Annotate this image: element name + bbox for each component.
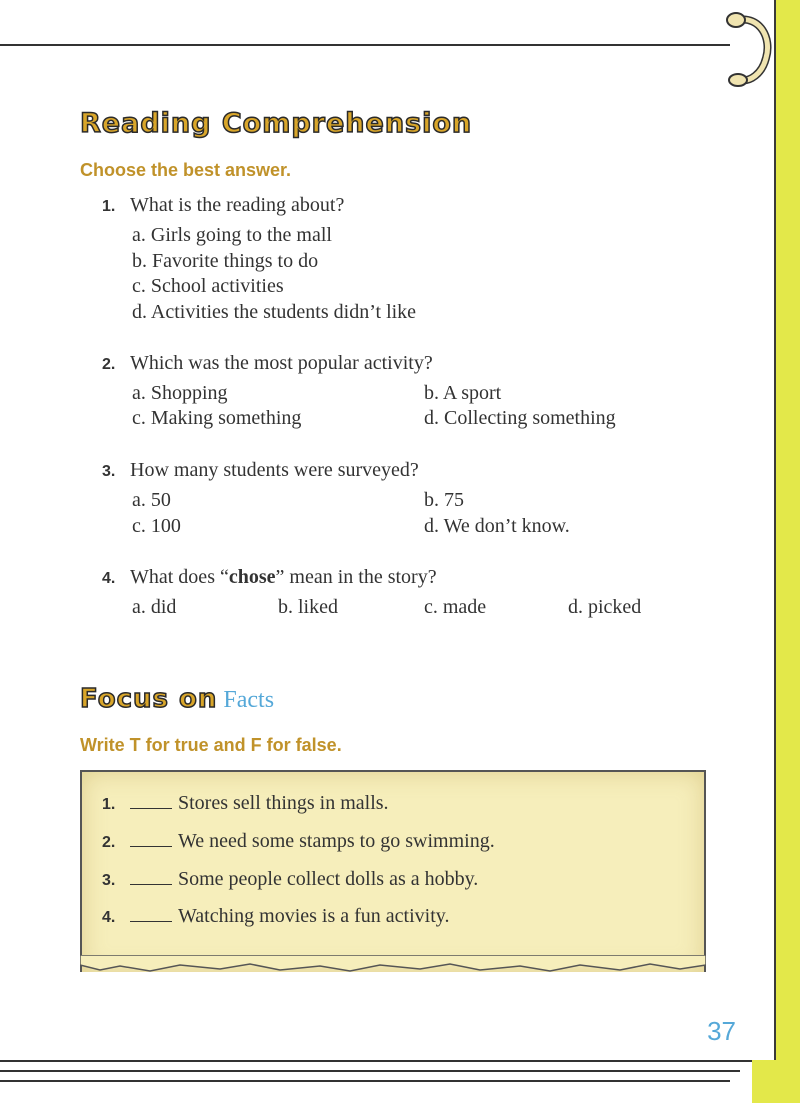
torn-edge <box>80 955 706 979</box>
statement-number: 2. <box>102 834 116 851</box>
statement-number: 1. <box>102 796 116 813</box>
binder-ring-icon <box>720 8 780 98</box>
question-text-after: ” mean in the story? <box>275 566 437 588</box>
q3-option-d: d. We don’t know. <box>424 515 570 537</box>
q1-option-d: d. Activities the students didn’t like <box>132 301 417 323</box>
answer-blank[interactable] <box>130 832 172 847</box>
answer-blank[interactable] <box>130 870 172 885</box>
question-text: How many students were surveyed? <box>130 459 419 481</box>
statement-number: 4. <box>102 909 116 926</box>
page-number: 37 <box>707 1016 736 1046</box>
top-divider <box>0 44 730 46</box>
question-1 <box>102 194 344 217</box>
q2-option-b: b. A sport <box>424 382 502 404</box>
question-text: What is the reading about? <box>130 194 345 216</box>
q3-option-b: b. 75 <box>424 489 464 511</box>
question-4 <box>102 566 437 589</box>
q2-option-c: c. Making something <box>132 407 302 429</box>
page-stack-line <box>0 1080 730 1082</box>
question-number: 4. <box>102 570 116 587</box>
q2-option-d: d. Collecting something <box>424 407 616 429</box>
answer-blank[interactable] <box>130 794 172 809</box>
statement-1 <box>102 792 389 815</box>
question-number: 2. <box>102 356 116 373</box>
question-number: 3. <box>102 463 116 480</box>
statement-3 <box>102 868 478 891</box>
statement-text: We need some stamps to go swimming. <box>178 830 495 852</box>
q1-option-a: a. Girls going to the mall <box>132 224 332 246</box>
focus-on-title <box>80 684 274 714</box>
page-stack-line <box>0 1060 752 1062</box>
statement-text: Watching movies is a fun activity. <box>178 905 450 927</box>
statement-text: Some people collect dolls as a hobby. <box>178 868 479 890</box>
statement-number: 3. <box>102 872 116 889</box>
q3-option-a: a. 50 <box>132 489 171 511</box>
statement-4 <box>102 905 449 928</box>
question-2 <box>102 352 433 375</box>
q2-option-a: a. Shopping <box>132 382 228 404</box>
q1-option-b: b. Favorite things to do <box>132 250 319 272</box>
choose-instruction: Choose the best answer. <box>80 160 292 180</box>
q4-option-c: c. made <box>424 596 487 618</box>
question-3 <box>102 459 419 482</box>
q1-option-c: c. School activities <box>132 275 284 297</box>
q4-option-a: a. did <box>132 596 177 618</box>
page-stack-line <box>0 1070 740 1072</box>
q4-option-d: d. picked <box>568 596 642 618</box>
answer-blank[interactable] <box>130 907 172 922</box>
statement-text: Stores sell things in malls. <box>178 792 389 814</box>
question-number: 1. <box>102 198 116 215</box>
statement-2 <box>102 830 495 853</box>
true-false-instruction: Write T for true and F for false. <box>80 735 342 755</box>
q4-option-b: b. liked <box>278 596 338 618</box>
facts-subtitle: Facts <box>223 687 275 713</box>
question-text-before: What does “ <box>130 566 229 588</box>
q3-option-c: c. 100 <box>132 515 181 537</box>
reading-comprehension-title: Reading Comprehension <box>80 108 473 139</box>
question-text: Which was the most popular activity? <box>130 352 433 374</box>
question-keyword: chose <box>228 566 276 588</box>
focus-on-label: Focus on <box>80 684 218 714</box>
